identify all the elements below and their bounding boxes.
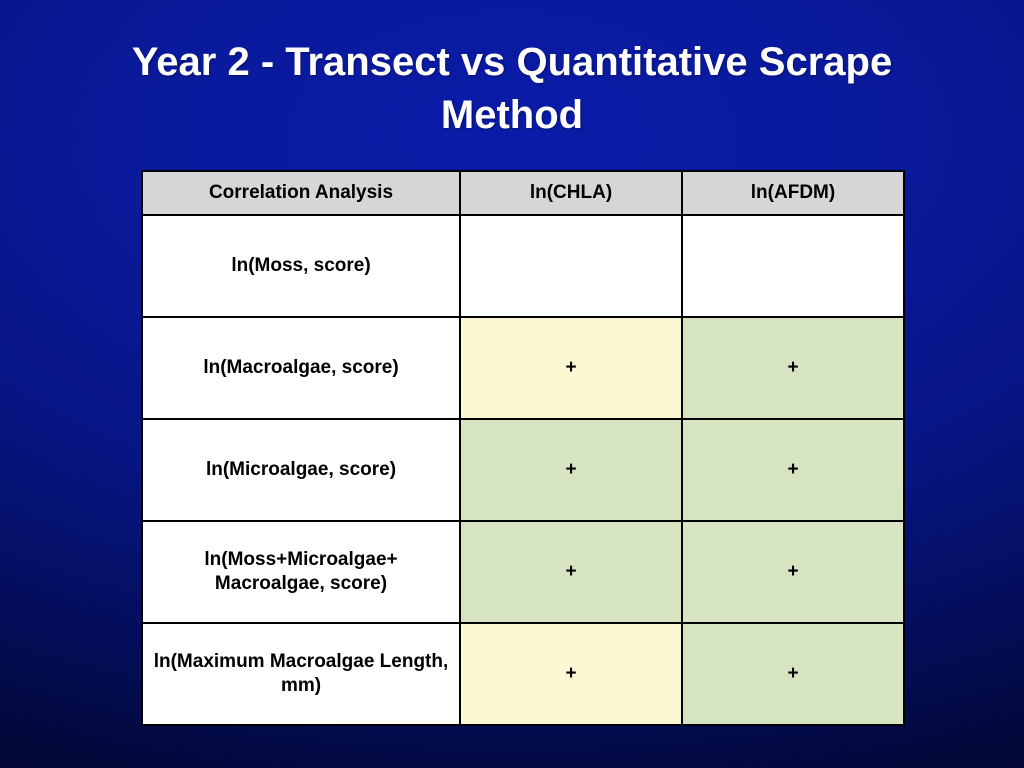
cell-max-length-chla: + [460,623,682,725]
row-label-max-macroalgae-length: ln(Maximum Macroalgae Length, mm) [142,623,460,725]
cell-macroalgae-afdm: + [682,317,904,419]
row-label-moss-micro-macro: ln(Moss+Microalgae+ Macroalgae, score) [142,521,460,623]
row-label-moss: ln(Moss, score) [142,215,460,317]
cell-max-length-afdm: + [682,623,904,725]
cell-macroalgae-chla: + [460,317,682,419]
cell-moss-micro-macro-chla: + [460,521,682,623]
table-row [142,215,904,317]
cell-moss-micro-macro-afdm: + [682,521,904,623]
table-header [142,171,904,215]
column-header-analysis: Correlation Analysis [142,171,460,215]
column-header-chla: ln(CHLA) [460,171,682,215]
table-row [142,521,904,623]
table-row [142,419,904,521]
table-header-row [142,171,904,215]
correlation-analysis-table [141,170,905,726]
table-row [142,317,904,419]
table-row [142,623,904,725]
cell-microalgae-afdm: + [682,419,904,521]
cell-moss-afdm [682,215,904,317]
page-title: Year 2 - Transect vs Quantitative Scrape Method [131,40,893,137]
row-label-macroalgae: ln(Macroalgae, score) [142,317,460,419]
correlation-table-container [141,170,903,726]
column-header-afdm: ln(AFDM) [682,171,904,215]
cell-microalgae-chla: + [460,419,682,521]
cell-moss-chla [460,215,682,317]
row-label-microalgae: ln(Microalgae, score) [142,419,460,521]
table-body [142,215,904,725]
